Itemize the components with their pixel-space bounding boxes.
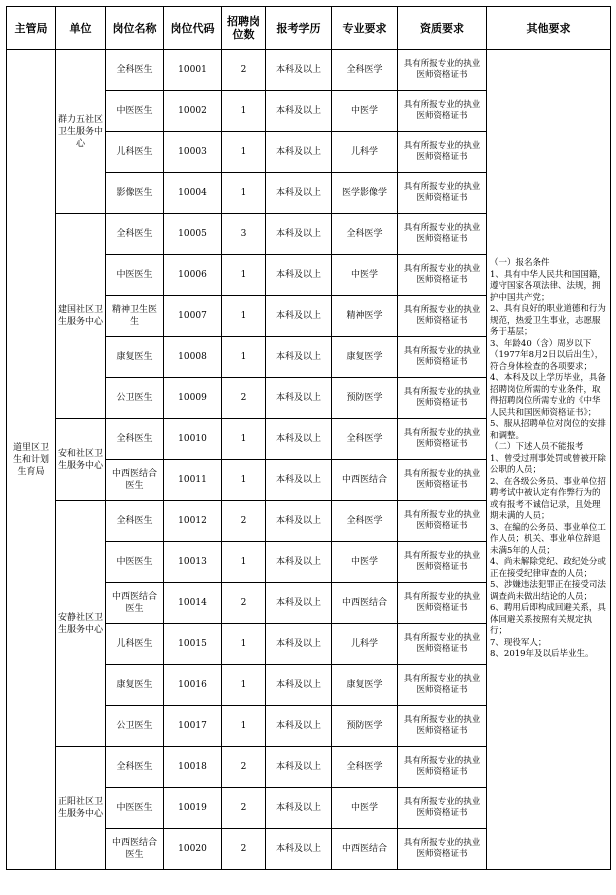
- post-cell: 康复医生: [106, 665, 164, 706]
- code-cell: 10006: [164, 255, 222, 296]
- count-cell: 1: [222, 255, 266, 296]
- count-cell: 1: [222, 132, 266, 173]
- post-cell: 中西医结合医生: [106, 460, 164, 501]
- count-cell: 1: [222, 460, 266, 501]
- qual-cell: 具有所报专业的执业医师资格证书: [398, 788, 487, 829]
- code-cell: 10009: [164, 378, 222, 419]
- major-cell: 中西医结合: [332, 460, 398, 501]
- post-cell: 中西医结合医生: [106, 829, 164, 870]
- code-cell: 10017: [164, 706, 222, 747]
- edu-cell: 本科及以上: [266, 132, 332, 173]
- code-cell: 10003: [164, 132, 222, 173]
- post-cell: 公卫医生: [106, 706, 164, 747]
- edu-cell: 本科及以上: [266, 788, 332, 829]
- major-cell: 中医学: [332, 255, 398, 296]
- qual-cell: 具有所报专业的执业医师资格证书: [398, 829, 487, 870]
- edu-cell: 本科及以上: [266, 624, 332, 665]
- count-cell: 1: [222, 173, 266, 214]
- code-cell: 10008: [164, 337, 222, 378]
- code-cell: 10004: [164, 173, 222, 214]
- code-cell: 10010: [164, 419, 222, 460]
- count-cell: 2: [222, 788, 266, 829]
- header-qual: 资质要求: [398, 7, 487, 50]
- qual-cell: 具有所报专业的执业医师资格证书: [398, 419, 487, 460]
- count-cell: 1: [222, 706, 266, 747]
- edu-cell: 本科及以上: [266, 214, 332, 255]
- code-cell: 10005: [164, 214, 222, 255]
- code-cell: 10019: [164, 788, 222, 829]
- unit-cell: 群力五社区卫生服务中心: [56, 50, 106, 214]
- post-cell: 全科医生: [106, 214, 164, 255]
- code-cell: 10002: [164, 91, 222, 132]
- major-cell: 中医学: [332, 788, 398, 829]
- major-cell: 康复医学: [332, 665, 398, 706]
- major-cell: 全科医学: [332, 50, 398, 91]
- post-cell: 精神卫生医生: [106, 296, 164, 337]
- qual-cell: 具有所报专业的执业医师资格证书: [398, 542, 487, 583]
- header-other: 其他要求: [487, 7, 611, 50]
- post-cell: 全科医生: [106, 419, 164, 460]
- other-requirements-cell: （一）报名条件 1、具有中华人民共和国国籍，遵守国家各项法律、法规，拥护中国共产党； 2、具有良好的职业道德和行为规范，热爱卫生事业，志愿服务于基层； 3、年龄40（含）周岁以下（1977年8月2日以后出生），符合身体检查的各项要求； 4、本科及以上学历毕业，具备招聘岗位所需的专业条件，取得招聘岗位所需专业的《中华人民共和国医师资格证书》； 5、服从招聘单位对岗位的安排和调整。 （二）下述人员不能报考 1、曾受过刑事处罚或曾被开除公职的人员； 2、在各级公务员、事业单位招聘考试中被认定有作弊行为的或有报考不诚信记录，且处理期未满的人员； 3、在编的公务员、事业单位工作人员；机关、事业单位辞退未满5年的人员； 4、尚未解除党纪、政纪处分或正在接受纪律审查的人员； 5、涉嫌违法犯罪正在接受司法调查尚未做出结论的人员； 6、聘用后即构成回避关系，具体回避关系按照有关规定执行； 7、现役军人； 8、2019年及以后毕业生。: [487, 50, 611, 870]
- qual-cell: 具有所报专业的执业医师资格证书: [398, 91, 487, 132]
- major-cell: 全科医学: [332, 419, 398, 460]
- count-cell: 1: [222, 337, 266, 378]
- count-cell: 2: [222, 50, 266, 91]
- edu-cell: 本科及以上: [266, 91, 332, 132]
- qual-cell: 具有所报专业的执业医师资格证书: [398, 337, 487, 378]
- major-cell: 中西医结合: [332, 583, 398, 624]
- count-cell: 2: [222, 829, 266, 870]
- edu-cell: 本科及以上: [266, 706, 332, 747]
- count-cell: 2: [222, 583, 266, 624]
- code-cell: 10011: [164, 460, 222, 501]
- count-cell: 2: [222, 501, 266, 542]
- major-cell: 中医学: [332, 91, 398, 132]
- unit-cell: 建国社区卫生服务中心: [56, 214, 106, 419]
- edu-cell: 本科及以上: [266, 665, 332, 706]
- qual-cell: 具有所报专业的执业医师资格证书: [398, 255, 487, 296]
- post-cell: 儿科医生: [106, 132, 164, 173]
- major-cell: 中西医结合: [332, 829, 398, 870]
- header-code: 岗位代码: [164, 7, 222, 50]
- post-cell: 中医医生: [106, 255, 164, 296]
- major-cell: 康复医学: [332, 337, 398, 378]
- qual-cell: 具有所报专业的执业医师资格证书: [398, 214, 487, 255]
- qual-cell: 具有所报专业的执业医师资格证书: [398, 50, 487, 91]
- edu-cell: 本科及以上: [266, 378, 332, 419]
- header-major: 专业要求: [332, 7, 398, 50]
- edu-cell: 本科及以上: [266, 50, 332, 91]
- post-cell: 全科医生: [106, 501, 164, 542]
- major-cell: 中医学: [332, 542, 398, 583]
- edu-cell: 本科及以上: [266, 747, 332, 788]
- edu-cell: 本科及以上: [266, 829, 332, 870]
- table-row: [7, 50, 611, 91]
- code-cell: 10015: [164, 624, 222, 665]
- header-unit: 单位: [56, 7, 106, 50]
- count-cell: 1: [222, 419, 266, 460]
- major-cell: 预防医学: [332, 706, 398, 747]
- count-cell: 1: [222, 91, 266, 132]
- post-cell: 公卫医生: [106, 378, 164, 419]
- code-cell: 10020: [164, 829, 222, 870]
- count-cell: 1: [222, 296, 266, 337]
- edu-cell: 本科及以上: [266, 542, 332, 583]
- major-cell: 预防医学: [332, 378, 398, 419]
- qual-cell: 具有所报专业的执业医师资格证书: [398, 583, 487, 624]
- header-dept: 主管局: [7, 7, 56, 50]
- post-cell: 中西医结合医生: [106, 583, 164, 624]
- count-cell: 1: [222, 624, 266, 665]
- major-cell: 全科医学: [332, 214, 398, 255]
- unit-cell: 正阳社区卫生服务中心: [56, 747, 106, 870]
- code-cell: 10001: [164, 50, 222, 91]
- qual-cell: 具有所报专业的执业医师资格证书: [398, 706, 487, 747]
- qual-cell: 具有所报专业的执业医师资格证书: [398, 296, 487, 337]
- edu-cell: 本科及以上: [266, 501, 332, 542]
- qual-cell: 具有所报专业的执业医师资格证书: [398, 624, 487, 665]
- count-cell: 2: [222, 747, 266, 788]
- qual-cell: 具有所报专业的执业医师资格证书: [398, 378, 487, 419]
- unit-cell: 安和社区卫生服务中心: [56, 419, 106, 501]
- post-cell: 全科医生: [106, 50, 164, 91]
- code-cell: 10014: [164, 583, 222, 624]
- code-cell: 10007: [164, 296, 222, 337]
- count-cell: 3: [222, 214, 266, 255]
- qual-cell: 具有所报专业的执业医师资格证书: [398, 501, 487, 542]
- count-cell: 1: [222, 665, 266, 706]
- major-cell: 全科医学: [332, 747, 398, 788]
- post-cell: 中医医生: [106, 91, 164, 132]
- post-cell: 康复医生: [106, 337, 164, 378]
- qual-cell: 具有所报专业的执业医师资格证书: [398, 747, 487, 788]
- unit-cell: 安静社区卫生服务中心: [56, 501, 106, 747]
- header-row: [7, 7, 611, 50]
- code-cell: 10013: [164, 542, 222, 583]
- qual-cell: 具有所报专业的执业医师资格证书: [398, 173, 487, 214]
- qual-cell: 具有所报专业的执业医师资格证书: [398, 665, 487, 706]
- edu-cell: 本科及以上: [266, 255, 332, 296]
- header-count: 招聘岗位数: [222, 7, 266, 50]
- count-cell: 1: [222, 542, 266, 583]
- edu-cell: 本科及以上: [266, 173, 332, 214]
- post-cell: 中医医生: [106, 788, 164, 829]
- code-cell: 10016: [164, 665, 222, 706]
- major-cell: 儿科学: [332, 132, 398, 173]
- edu-cell: 本科及以上: [266, 460, 332, 501]
- department-cell: 道里区卫生和计划生育局: [7, 50, 56, 870]
- major-cell: 儿科学: [332, 624, 398, 665]
- major-cell: 全科医学: [332, 501, 398, 542]
- code-cell: 10018: [164, 747, 222, 788]
- post-cell: 影像医生: [106, 173, 164, 214]
- qual-cell: 具有所报专业的执业医师资格证书: [398, 460, 487, 501]
- post-cell: 中医医生: [106, 542, 164, 583]
- edu-cell: 本科及以上: [266, 337, 332, 378]
- edu-cell: 本科及以上: [266, 296, 332, 337]
- major-cell: 精神医学: [332, 296, 398, 337]
- recruitment-table: [6, 6, 611, 870]
- header-edu: 报考学历: [266, 7, 332, 50]
- qual-cell: 具有所报专业的执业医师资格证书: [398, 132, 487, 173]
- code-cell: 10012: [164, 501, 222, 542]
- post-cell: 儿科医生: [106, 624, 164, 665]
- major-cell: 医学影像学: [332, 173, 398, 214]
- edu-cell: 本科及以上: [266, 419, 332, 460]
- count-cell: 2: [222, 378, 266, 419]
- edu-cell: 本科及以上: [266, 583, 332, 624]
- header-post: 岗位名称: [106, 7, 164, 50]
- post-cell: 全科医生: [106, 747, 164, 788]
